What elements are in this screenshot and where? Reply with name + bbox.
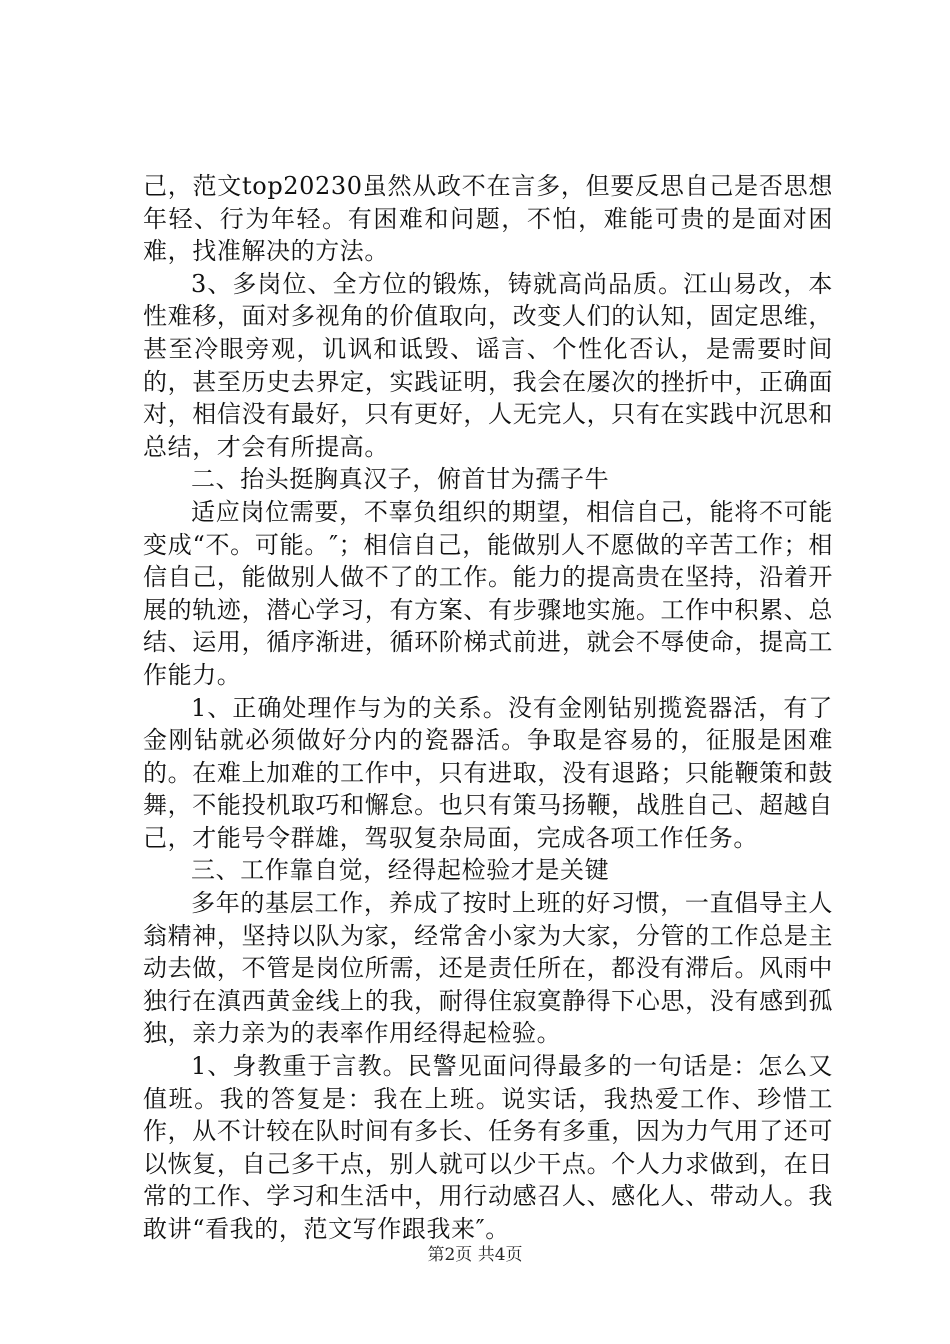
paragraph-section-2-point-1: 1、正确处理作与为的关系。没有金刚钻别揽瓷器活，有了金刚钻就必须做好分内的瓷器活。争取是容易的，征服是困难的。在难上加难的工作中，只有进取，没有退路；只能鞭策和鼓舞，不能投机取巧和懈怠。也只有策马扬鞭，战胜自己、超越自己，才能号令群雄，驾驭复杂局面，完成各项工作任务。 bbox=[143, 693, 833, 852]
page-footer bbox=[0, 1244, 950, 1266]
document-body bbox=[143, 170, 833, 1246]
page-number-label: 第2页 共4页 bbox=[427, 1245, 523, 1265]
paragraph-section-3-intro: 多年的基层工作，养成了按时上班的好习惯，一直倡导主人翁精神，坚持以队为家，经常舍小家为大家，分管的工作总是主动去做，不管是岗位所需，还是责任所在，都没有滞后。风雨中独行在滇西黄金线上的我，耐得住寂寞静得下心思，没有感到孤独，亲力亲为的表率作用经得起检验。 bbox=[143, 889, 833, 1048]
paragraph-point-3: 3、多岗位、全方位的锻炼，铸就高尚品质。江山易改，本性难移，面对多视角的价值取向，改变人们的认知，固定思维，甚至冷眼旁观，讥讽和诋毁、谣言、个性化否认，是需要时间的，甚至历史去界定，实践证明，我会在屡次的挫折中，正确面对，相信没有最好，只有更好，人无完人，只有在实践中沉思和总结，才会有所提高。 bbox=[143, 269, 833, 461]
section-heading-3: 三、工作靠自觉，经得起检验才是关键 bbox=[191, 856, 610, 885]
section-heading-2: 二、抬头挺胸真汉子，俯首甘为孺子牛 bbox=[191, 465, 610, 494]
paragraph-section-3-point-1: 1、身教重于言教。民警见面问得最多的一句话是：怎么又值班。我的答复是：我在上班。说实话，我热爱工作、珍惜工作，从不计较在队时间有多长、任务有多重，因为力气用了还可以恢复，自己多干点，别人就可以少干点。个人力求做到，在日常的工作、学习和生活中，用行动感召人、感化人、带动人。我敢讲“看我的，范文写作跟我来″。 bbox=[143, 1052, 833, 1243]
paragraph-continuation: 己，范文top20230虽然从政不在言多，但要反思自己是否思想年轻、行为年轻。有困难和问题，不怕，难能可贵的是面对困难，找准解决的方法。 bbox=[143, 172, 833, 266]
paragraph-section-2-intro: 适应岗位需要，不辜负组织的期望，相信自己，能将不可能变成“不。可能。″；相信自己，能做别人不愿做的辛苦工作；相信自己，能做别人做不了的工作。能力的提高贵在坚持，沿着开展的轨迹，潜心学习，有方案、有步骤地实施。工作中积累、总结、运用，循序渐进，循环阶梯式前进，就会不辱使命，提高工作能力。 bbox=[143, 497, 833, 689]
